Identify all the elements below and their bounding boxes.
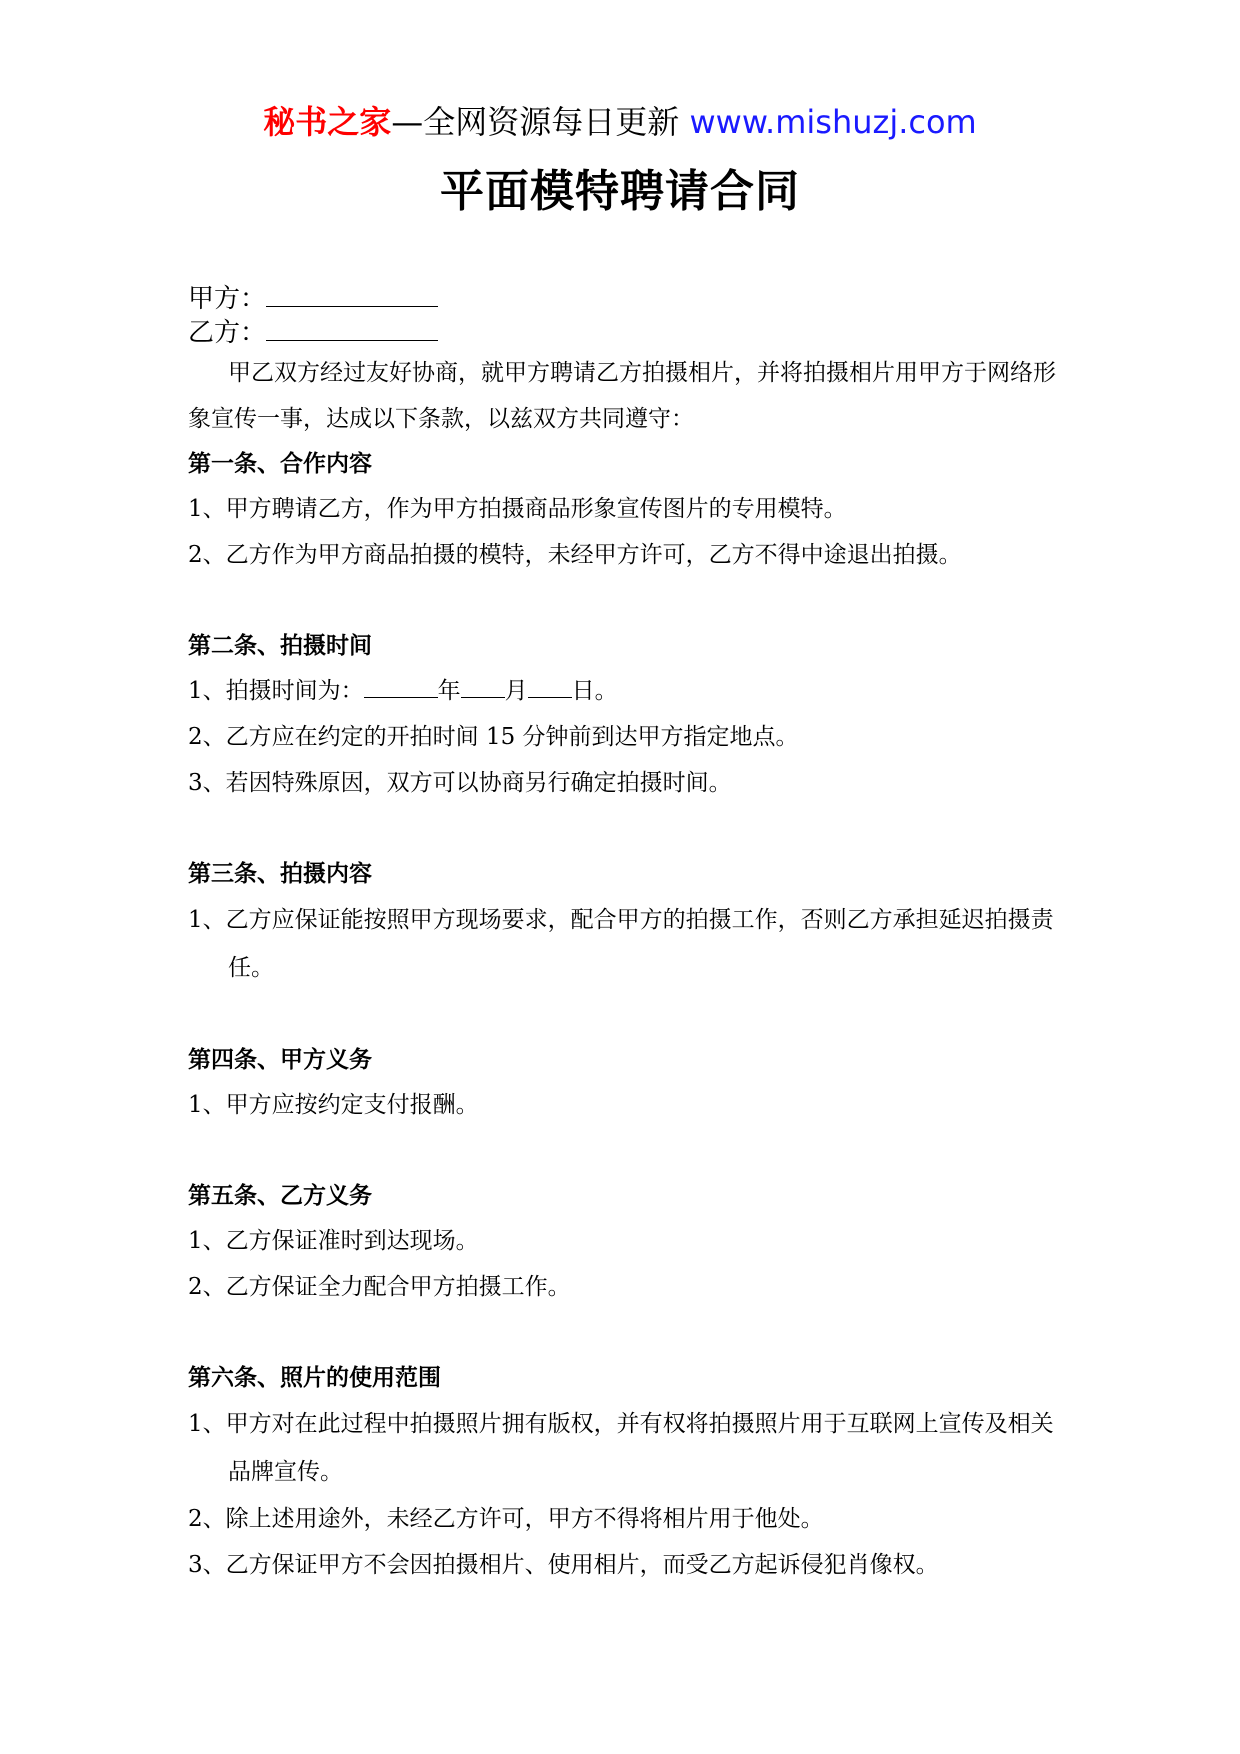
document-title: 平面模特聘请合同 — [440, 166, 800, 217]
party-b-blank — [266, 316, 438, 341]
section-6-title: 第六条、照片的使用范围 — [188, 1365, 441, 1391]
site-banner — [0, 100, 1240, 144]
section-gap — [188, 1310, 1068, 1356]
banner-tagline: —全网资源每日更新 — [391, 103, 690, 141]
day-blank — [528, 675, 572, 698]
section-5-item-2: 2、乙方保证全力配合甲方拍摄工作。 — [188, 1274, 571, 1300]
month-label: 月 — [504, 678, 528, 704]
section-1-item-2: 2、乙方作为甲方商品拍摄的模特，未经甲方许可，乙方不得中途退出拍摄。 — [188, 542, 962, 568]
section-1-title: 第一条、合作内容 — [188, 451, 372, 477]
month-blank — [461, 675, 505, 698]
section-2-item-3: 3、若因特殊原因，双方可以协商另行确定拍摄时间。 — [188, 770, 732, 796]
section-gap — [188, 1128, 1068, 1174]
party-b-line — [188, 316, 1068, 350]
party-b-label: 乙方： — [188, 318, 267, 348]
section-3-title: 第三条、拍摄内容 — [188, 861, 372, 887]
day-label: 日。 — [571, 678, 618, 704]
section-6-item-3: 3、乙方保证甲方不会因拍摄相片、使用相片，而受乙方起诉侵犯肖像权。 — [188, 1552, 939, 1578]
contract-body — [188, 282, 1068, 1588]
intro-paragraph: 甲乙双方经过友好协商，就甲方聘请乙方拍摄相片，并将拍摄相片用甲方于网络形象宣传一事，达成以下条款，以兹双方共同遵守： — [188, 360, 1056, 432]
party-a-line — [188, 282, 1068, 316]
section-6-item-2: 2、除上述用途外，未经乙方许可，甲方不得将相片用于他处。 — [188, 1506, 824, 1532]
party-a-label: 甲方： — [188, 284, 267, 314]
section-2-item-2: 2、乙方应在约定的开拍时间 15 分钟前到达甲方指定地点。 — [188, 724, 799, 750]
banner-brand: 秘书之家 — [263, 103, 392, 141]
year-blank — [364, 675, 438, 698]
party-a-blank — [266, 282, 438, 307]
shoot-time-label: 1、拍摄时间为： — [188, 678, 364, 704]
section-2-item-1 — [188, 668, 1068, 714]
section-gap — [188, 806, 1068, 852]
section-5-item-1: 1、乙方保证准时到达现场。 — [188, 1228, 479, 1254]
section-5-title: 第五条、乙方义务 — [188, 1183, 372, 1209]
section-1-item-1: 1、甲方聘请乙方，作为甲方拍摄商品形象宣传图片的专用模特。 — [188, 496, 847, 522]
section-4-item-1: 1、甲方应按约定支付报酬。 — [188, 1092, 479, 1118]
section-gap — [188, 578, 1068, 624]
section-gap — [188, 992, 1068, 1038]
banner-url-link[interactable]: www.mishuzj.com — [689, 103, 977, 141]
section-2-title: 第二条、拍摄时间 — [188, 633, 372, 659]
section-6-item-1: 1、甲方对在此过程中拍摄照片拥有版权，并有权将拍摄照片用于互联网上宣传及相关品牌宣传。 — [188, 1411, 1054, 1485]
section-4-title: 第四条、甲方义务 — [188, 1047, 372, 1073]
year-label: 年 — [437, 678, 461, 704]
section-3-item-1: 1、乙方应保证能按照甲方现场要求，配合甲方的拍摄工作，否则乙方承担延迟拍摄责任。 — [188, 907, 1054, 981]
